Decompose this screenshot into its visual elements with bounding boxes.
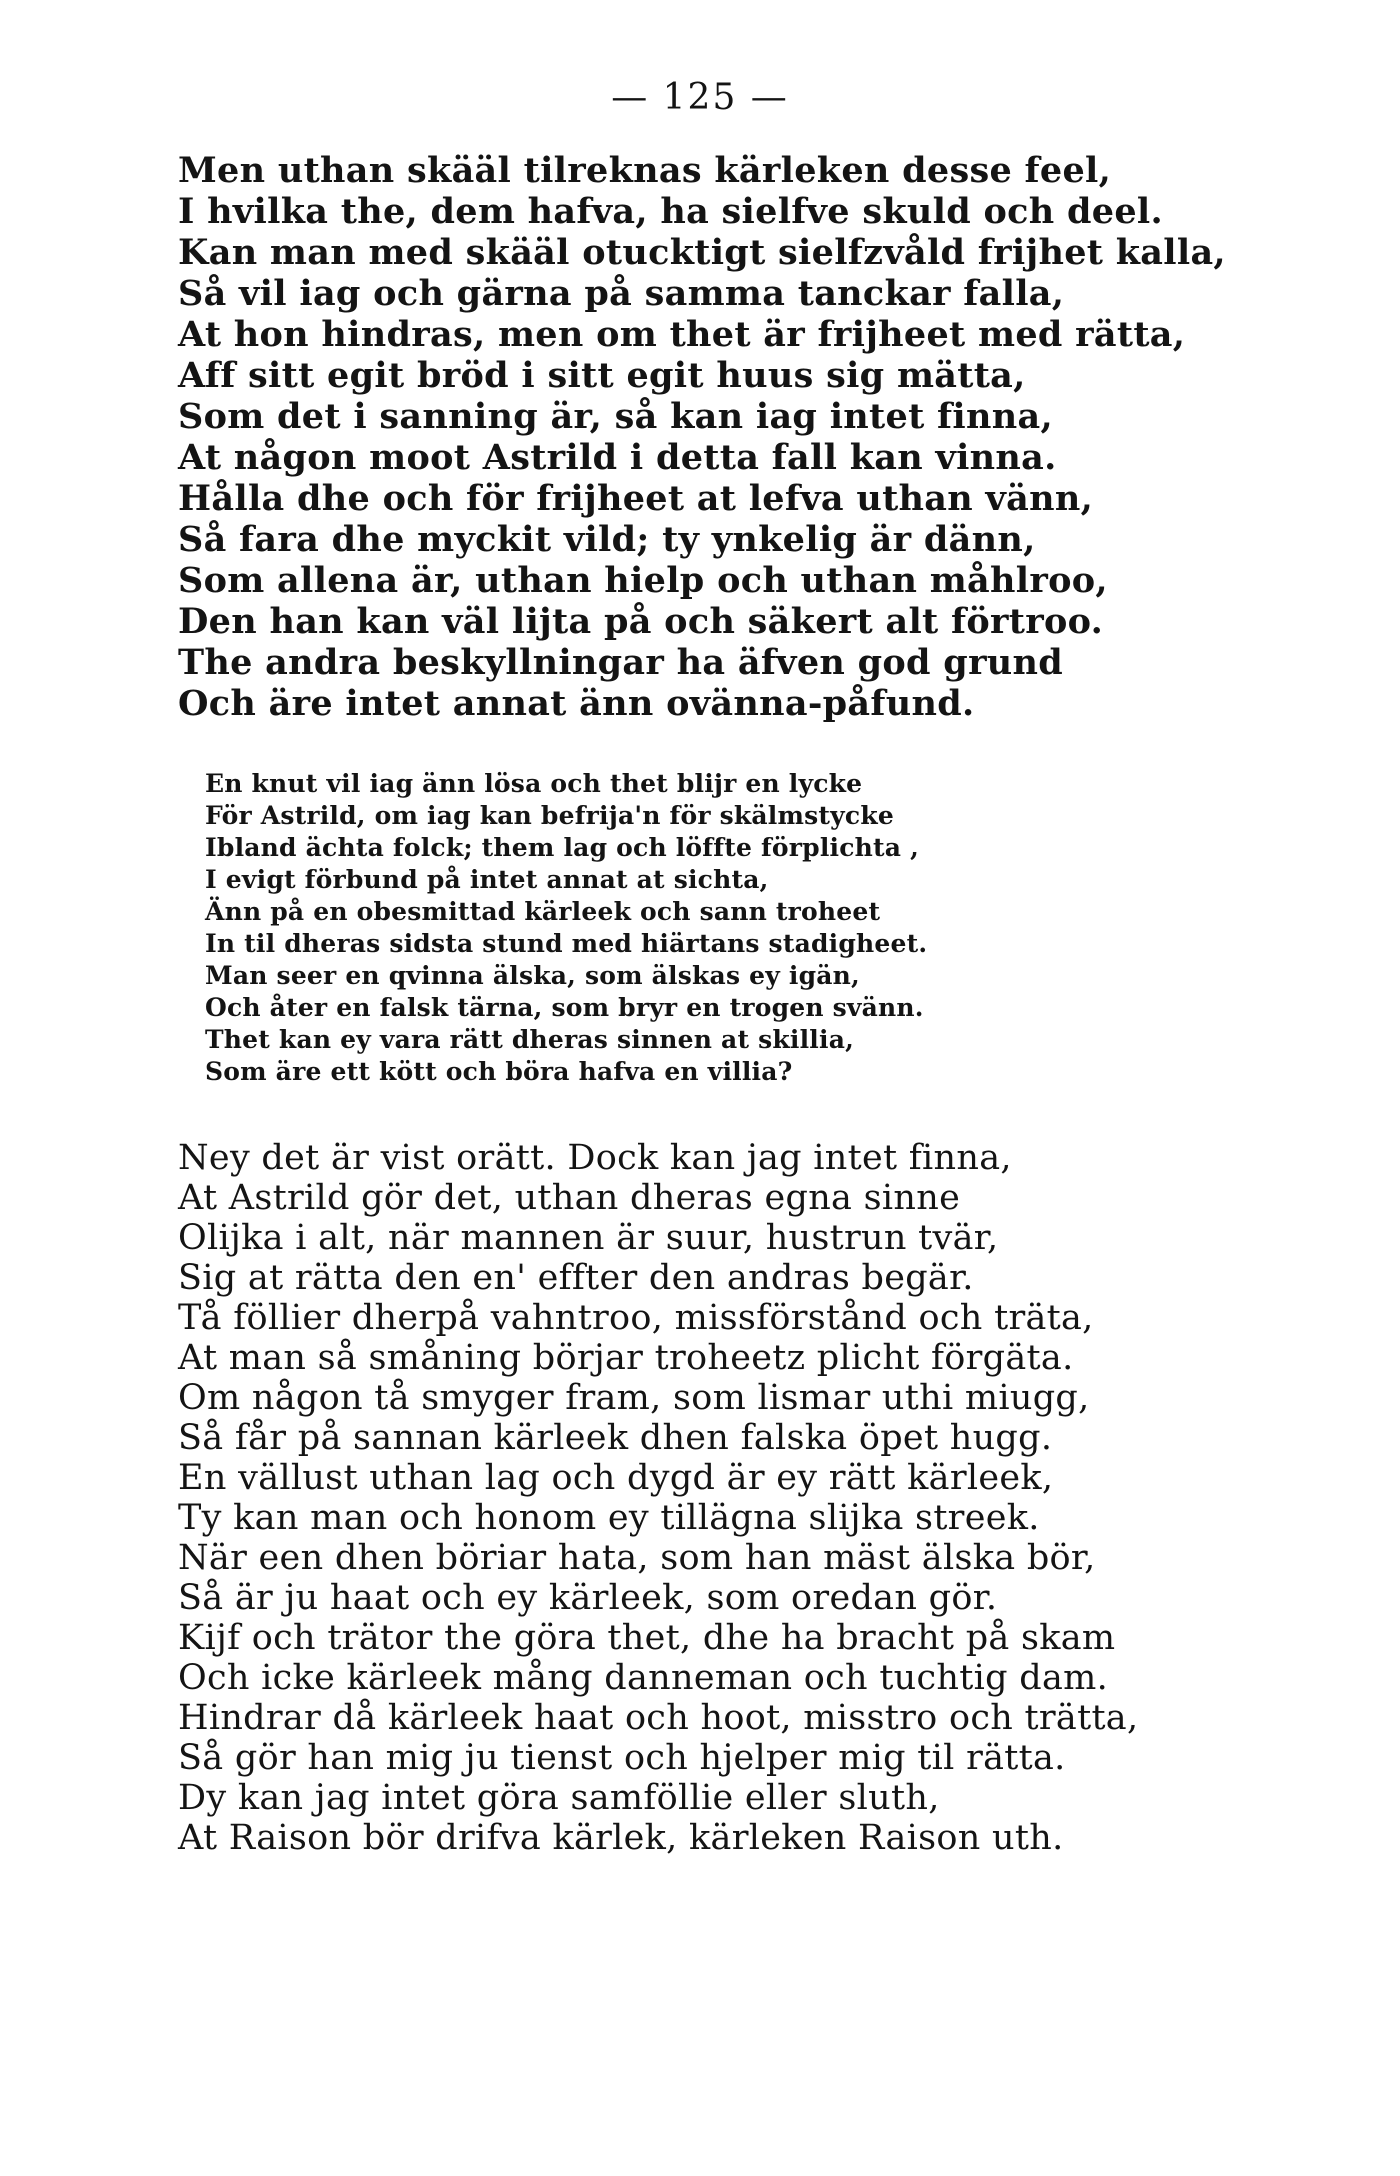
verse-line: Och äre intet annat änn ovänna-påfund. (178, 683, 975, 724)
verse-line: Om någon tå smyger fram, som lismar uthi miugg, (178, 1378, 1090, 1418)
verse-line: Hålla dhe och för frijheet at lefva uthan vänn, (178, 478, 1094, 519)
verse-line: För Astrild, om iag kan befrija'n för skälmstycke (205, 801, 894, 830)
verse-line: Kan man med skääl otucktigt sielfzvåld frijhet kalla, (178, 232, 1226, 273)
verse-line: Hindrar då kärleek haat och hoot, misstro och trätta, (178, 1698, 1139, 1738)
verse-line: Som det i sanning är, så kan iag intet finna, (178, 396, 1053, 437)
verse-line: Ney det är vist orätt. Dock kan jag intet finna, (178, 1138, 1012, 1178)
verse-line: Olijka i alt, när mannen är suur, hustrun tvär, (178, 1218, 999, 1258)
verse-line: Dy kan jag intet göra samföllie eller sluth, (178, 1778, 940, 1818)
verse-line: Thet kan ey vara rätt dheras sinnen at skillia, (205, 1025, 854, 1054)
verse-line: Tå föllier dherpå vahntroo, missförstånd och träta, (178, 1298, 1094, 1338)
stanza-1 (178, 150, 1226, 724)
verse-line: At någon moot Astrild i detta fall kan vinna. (178, 437, 1057, 478)
verse-line: När een dhen böriar hata, som han mäst älska bör, (178, 1538, 1096, 1578)
verse-line: At Astrild gör det, uthan dheras egna sinne (178, 1178, 961, 1218)
verse-line: Så gör han mig ju tienst och hjelper mig til rätta. (178, 1738, 1066, 1778)
stanza-3 (178, 1138, 1138, 1858)
verse-line: At Raison bör drifva kärlek, kärleken Raison uth. (178, 1818, 1064, 1858)
verse-line: Man seer en qvinna älska, som älskas ey igän, (205, 961, 860, 990)
verse-line: Sig at rätta den en' effter den andras begär. (178, 1258, 974, 1298)
verse-line: I evigt förbund på intet annat at sichta, (205, 865, 769, 894)
verse-line: Men uthan skääl tilreknas kärleken desse feel, (178, 150, 1112, 191)
verse-line: Änn på en obesmittad kärleek och sann troheet (205, 897, 881, 926)
verse-line: In til dheras sidsta stund med hiärtans stadigheet. (205, 929, 928, 958)
verse-line: Så får på sannan kärleek dhen falska öpet hugg. (178, 1418, 1053, 1458)
verse-line: Så fara dhe myckit vild; ty ynkelig är dänn, (178, 519, 1036, 560)
stanza-2 (205, 768, 927, 1088)
verse-line: Som allena är, uthan hielp och uthan måhlroo, (178, 560, 1108, 601)
verse-line: Och åter en falsk tärna, som bryr en trogen svänn. (205, 993, 924, 1022)
verse-line: At hon hindras, men om thet är frijheet med rätta, (178, 314, 1186, 355)
page-number: — 125 — (611, 77, 789, 118)
verse-line: Aff sitt egit bröd i sitt egit huus sig mätta, (178, 355, 1026, 396)
verse-line: Och icke kärleek mång danneman och tuchtig dam. (178, 1658, 1109, 1698)
verse-line: At man så småning börjar troheetz plicht förgäta. (178, 1338, 1074, 1378)
verse-line: Ibland ächta folck; them lag och löffte förplichta , (205, 833, 919, 862)
verse-line: Så är ju haat och ey kärleek, som oredan gör. (178, 1578, 998, 1618)
verse-line: En knut vil iag änn lösa och thet blijr en lycke (205, 769, 863, 798)
verse-line: Ty kan man och honom ey tillägna slijka streek. (178, 1498, 1040, 1538)
verse-line: I hvilka the, dem hafva, ha sielfve skuld och deel. (178, 191, 1163, 232)
verse-line: The andra beskyllningar ha äfven god grund (178, 642, 1064, 683)
verse-line: Den han kan väl lijta på och säkert alt förtroo. (178, 601, 1104, 642)
verse-line: En vällust uthan lag och dygd är ey rätt kärleek, (178, 1458, 1054, 1498)
verse-line: Så vil iag och gärna på samma tanckar falla, (178, 273, 1065, 314)
verse-line: Kijf och trätor the göra thet, dhe ha bracht på skam (178, 1618, 1116, 1658)
verse-line: Som äre ett kött och böra hafva en villia? (205, 1057, 793, 1086)
